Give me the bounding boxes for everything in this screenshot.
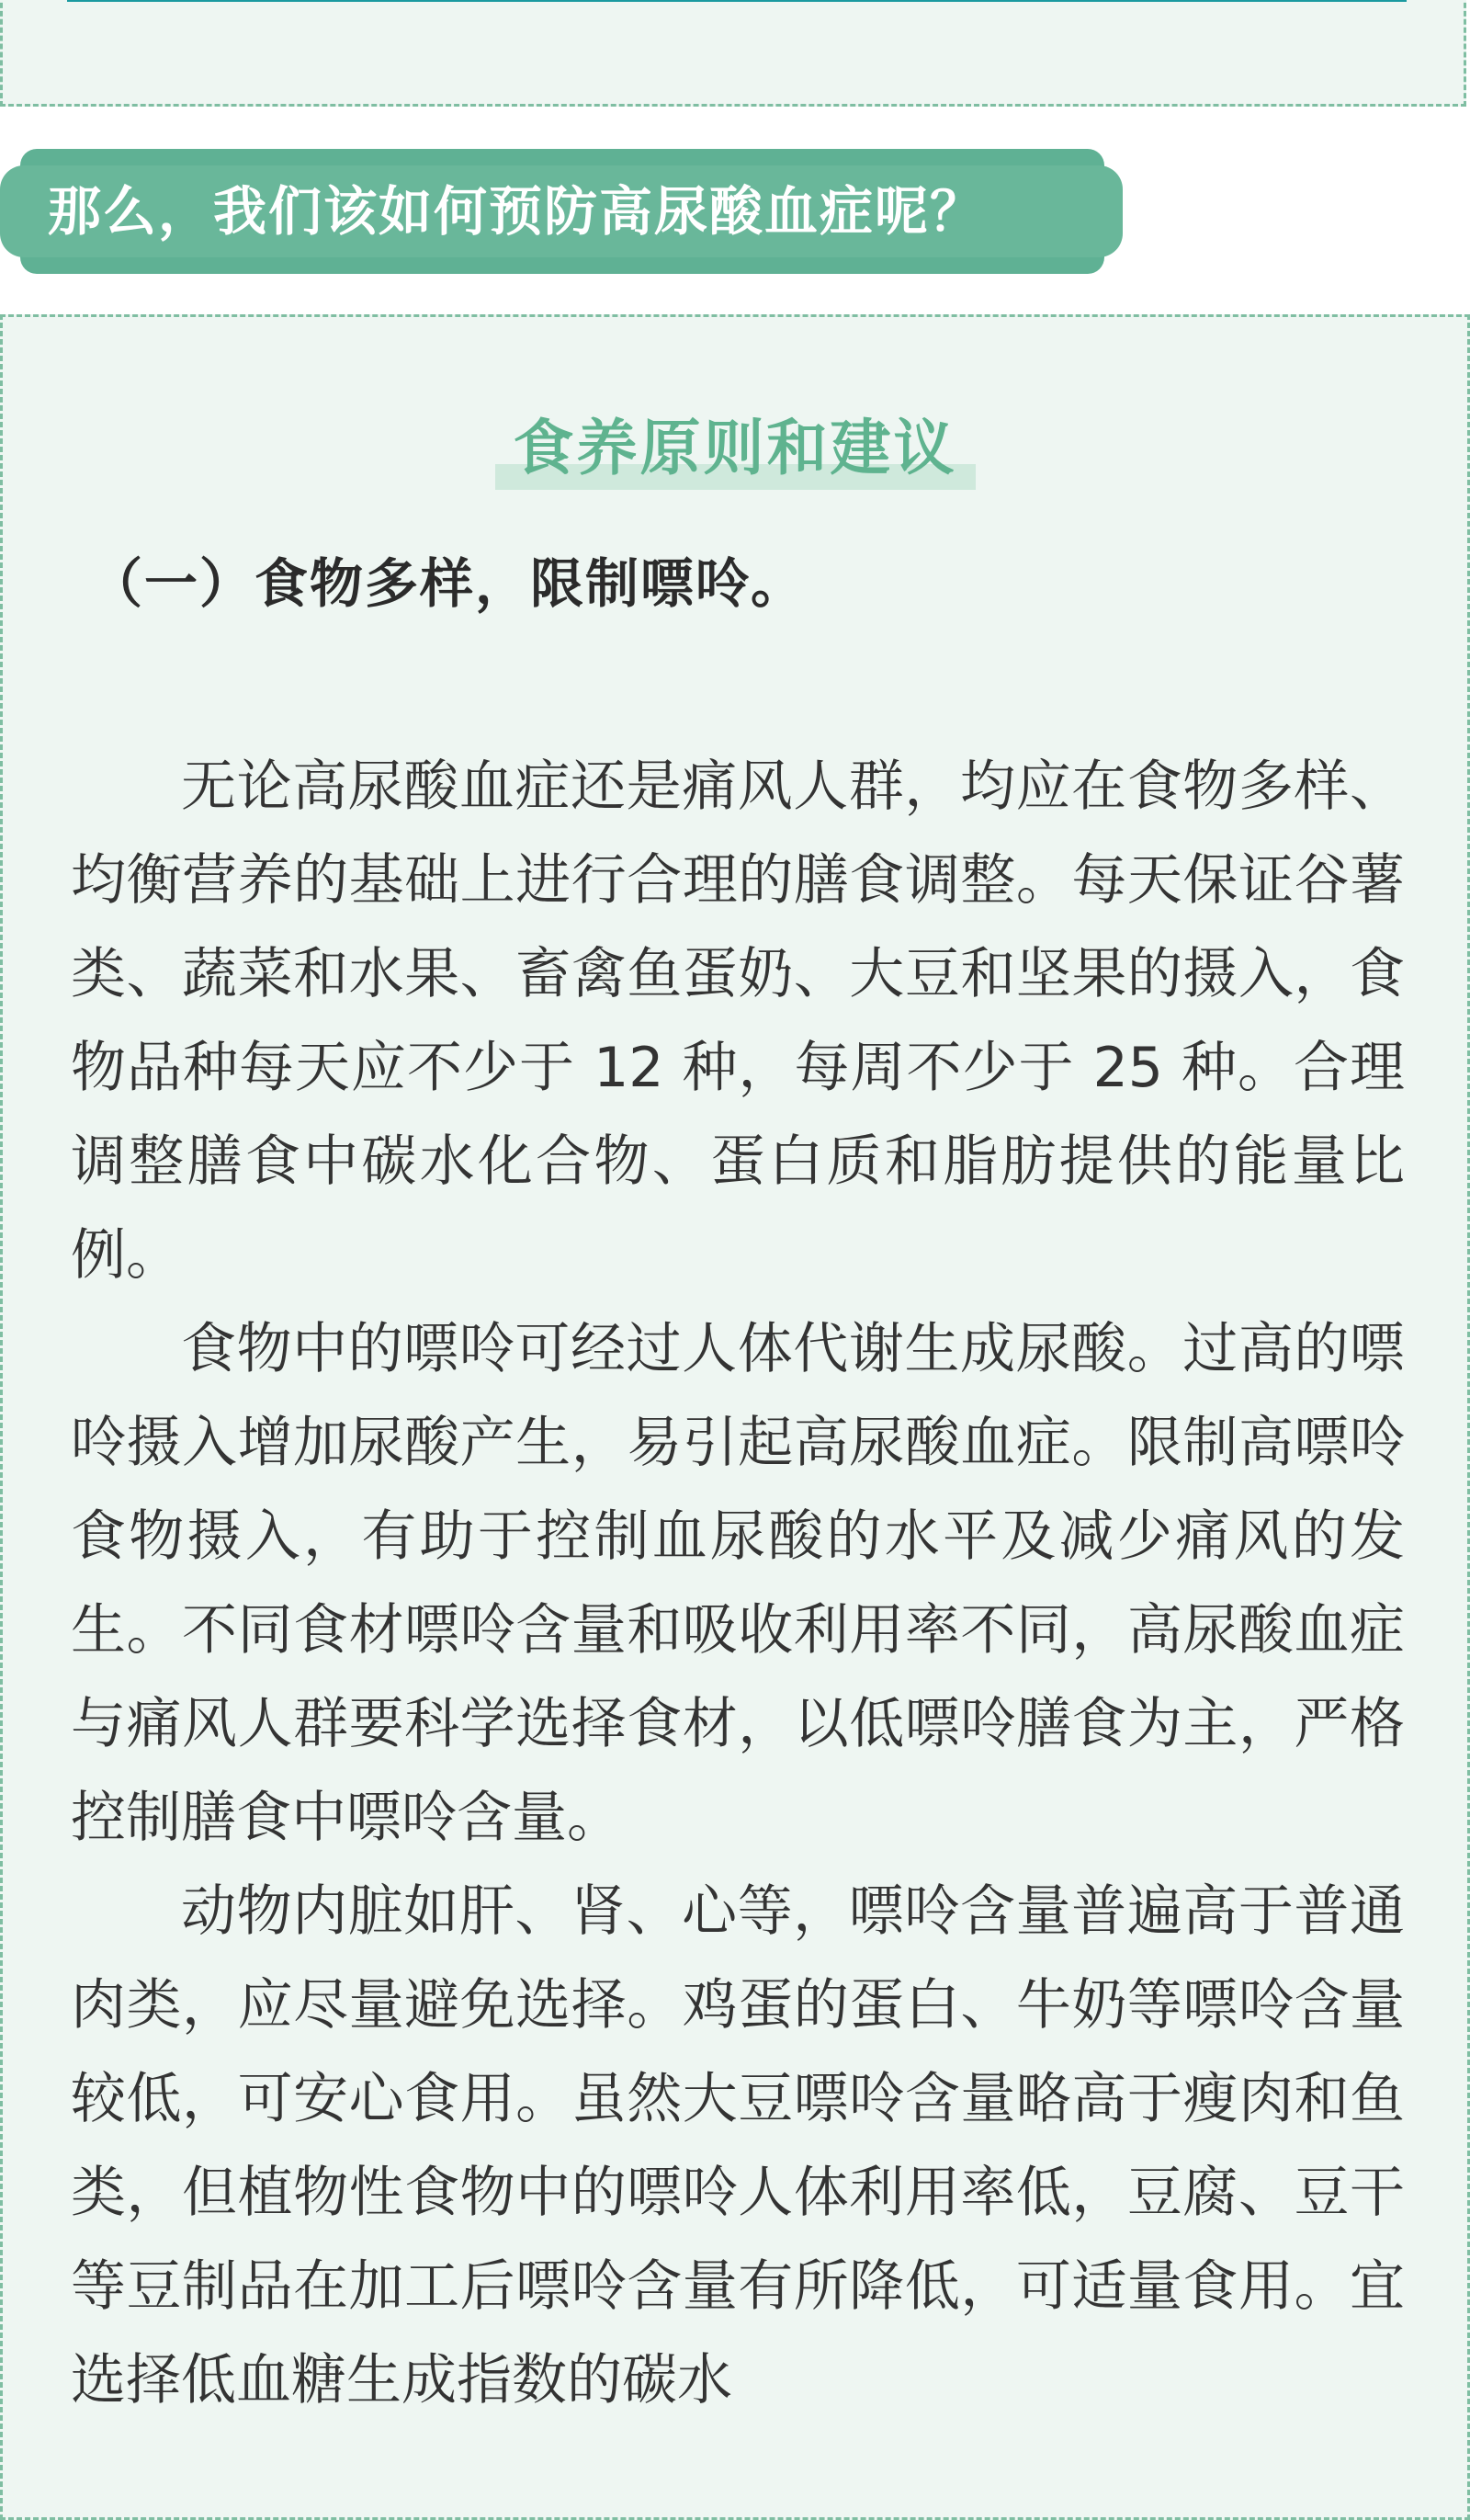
- body-text: [71, 740, 1405, 2427]
- paragraph: 食物中的嘌呤可经过人体代谢生成尿酸。过高的嘌呤摄入增加尿酸产生，易引起高尿酸血症。限制高嘌呤食物摄入，有助于控制血尿酸的水平及减少痛风的发生。不同食材嘌呤含量和吸收利用率不同，高尿酸血症与痛风人群要科学选择食材，以低嘌呤膳食为主，严格控制膳食中嘌呤含量。: [71, 1317, 1405, 1850]
- question-banner-text: 那么，我们该如何预防高尿酸血症呢？: [48, 180, 986, 243]
- paragraph: 无论高尿酸血症还是痛风人群，均应在食物多样、均衡营养的基础上进行合理的膳食调整。每天保证谷薯类、蔬菜和水果、畜禽鱼蛋奶、大豆和坚果的摄入，食物品种每天应不少于 12 种，每周不少于 25 种。合理调整膳食中碳水化合物、蛋白质和脂肪提供的能量比例。: [71, 755, 1405, 1288]
- teal-divider-bar: [67, 0, 1407, 2]
- subheading: （一）食物多样，限制嘌呤。: [89, 552, 807, 615]
- paragraph: 动物内脏如肝、肾、心等，嘌呤含量普遍高于普通肉类，应尽量避免选择。鸡蛋的蛋白、牛奶等嘌呤含量较低，可安心食用。虽然大豆嘌呤含量略高于瘦肉和鱼类，但植物性食物中的嘌呤人体利用率低，豆腐、豆干等豆制品在加工后嘌呤含量有所降低，可适量食用。宜选择低血糖生成指数的碳水: [71, 1879, 1405, 2412]
- section-title: [503, 407, 968, 490]
- section-title-wrapper: [3, 407, 1467, 490]
- section-title-text: 食养原则和建议: [513, 413, 957, 483]
- previous-section-box: [0, 0, 1466, 107]
- question-banner: [0, 149, 1123, 274]
- content-box: [0, 314, 1470, 2520]
